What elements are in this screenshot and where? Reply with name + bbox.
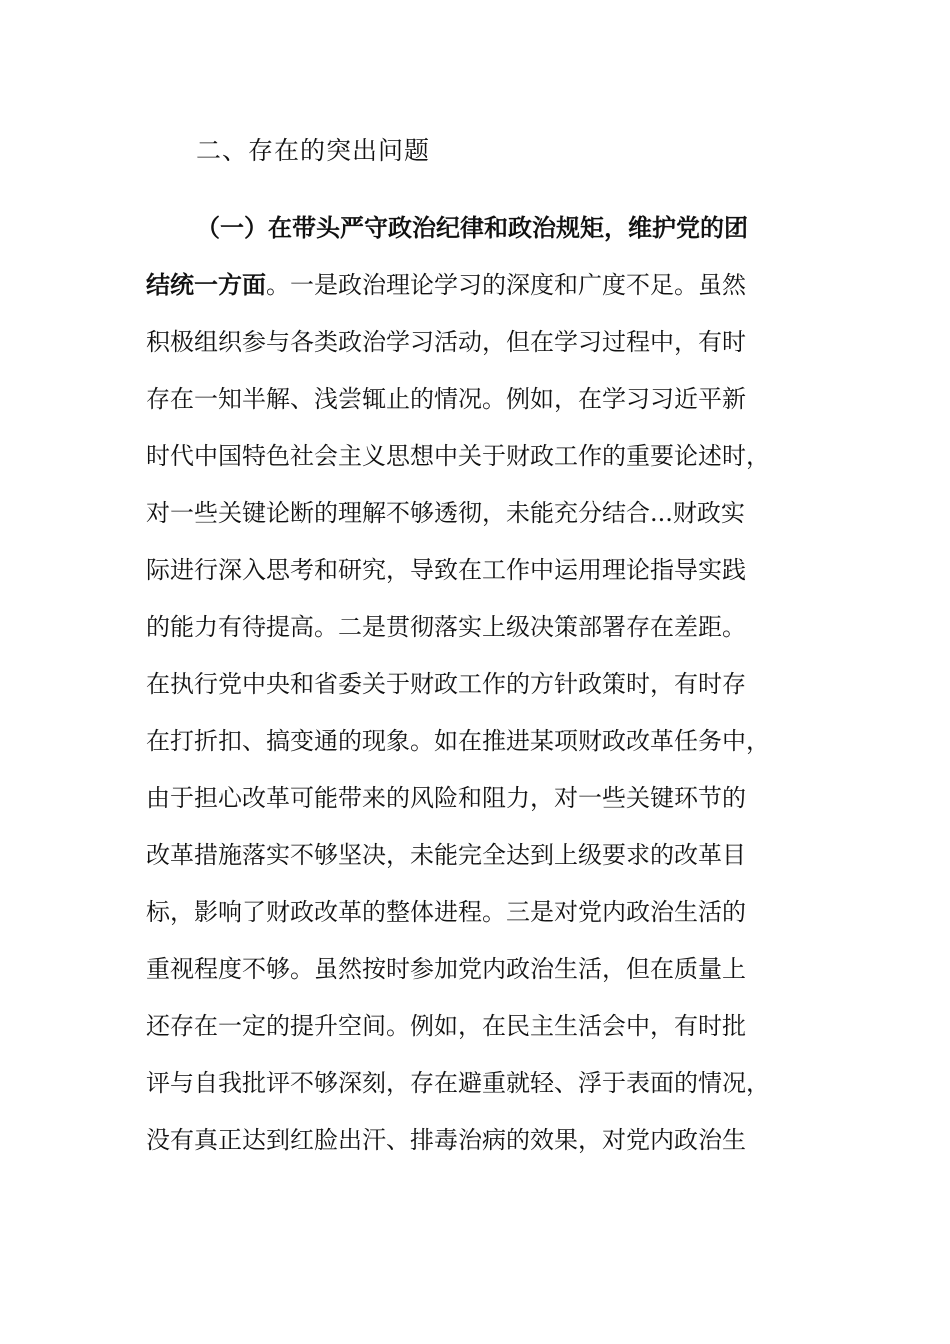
text-line: 际进行深入思考和研究，导致在工作中运用理论指导实践 — [146, 556, 746, 584]
text-line: 由于担心改革可能带来的风险和阻力，对一些关键环节的 — [146, 784, 746, 812]
section-heading: 二、存在的突出问题 — [196, 136, 431, 165]
text-line: 对一些关键论断的理解不够透彻，未能充分结合...财政实 — [146, 499, 745, 527]
text-line: 的能力有待提高。二是贯彻落实上级决策部署存在差距。 — [146, 613, 746, 641]
text-line: 在执行党中央和省委关于财政工作的方针政策时，有时存 — [146, 670, 746, 698]
text-line-rest: 。一是政治理论学习的深度和广度不足。虽然 — [266, 271, 746, 299]
text-line — [146, 265, 746, 305]
text-line: 在打折扣、搞变通的现象。如在推进某项财政改革任务中， — [146, 727, 770, 755]
text-line: 积极组织参与各类政治学习活动，但在学习过程中，有时 — [146, 328, 746, 356]
text-line: 评与自我批评不够深刻，存在避重就轻、浮于表面的情况， — [146, 1069, 770, 1097]
text-line: 还存在一定的提升空间。例如，在民主生活会中，有时批 — [146, 1012, 746, 1040]
subheading-line-end: 结统一方面 — [146, 270, 266, 299]
text-line: 标，影响了财政改革的整体进程。三是对党内政治生活的 — [146, 898, 746, 926]
text-line: 存在一知半解、浅尝辄止的情况。例如，在学习习近平新 — [146, 385, 746, 413]
text-line: 重视程度不够。虽然按时参加党内政治生活，但在质量上 — [146, 955, 746, 983]
subheading-line: （一）在带头严守政治纪律和政治规矩，维护党的团 — [196, 213, 748, 242]
text-line: 时代中国特色社会主义思想中关于财政工作的重要论述时， — [146, 442, 770, 470]
text-line: 改革措施落实不够坚决，未能完全达到上级要求的改革目 — [146, 841, 746, 869]
text-line: 没有真正达到红脸出汗、排毒治病的效果，对党内政治生 — [146, 1126, 746, 1154]
